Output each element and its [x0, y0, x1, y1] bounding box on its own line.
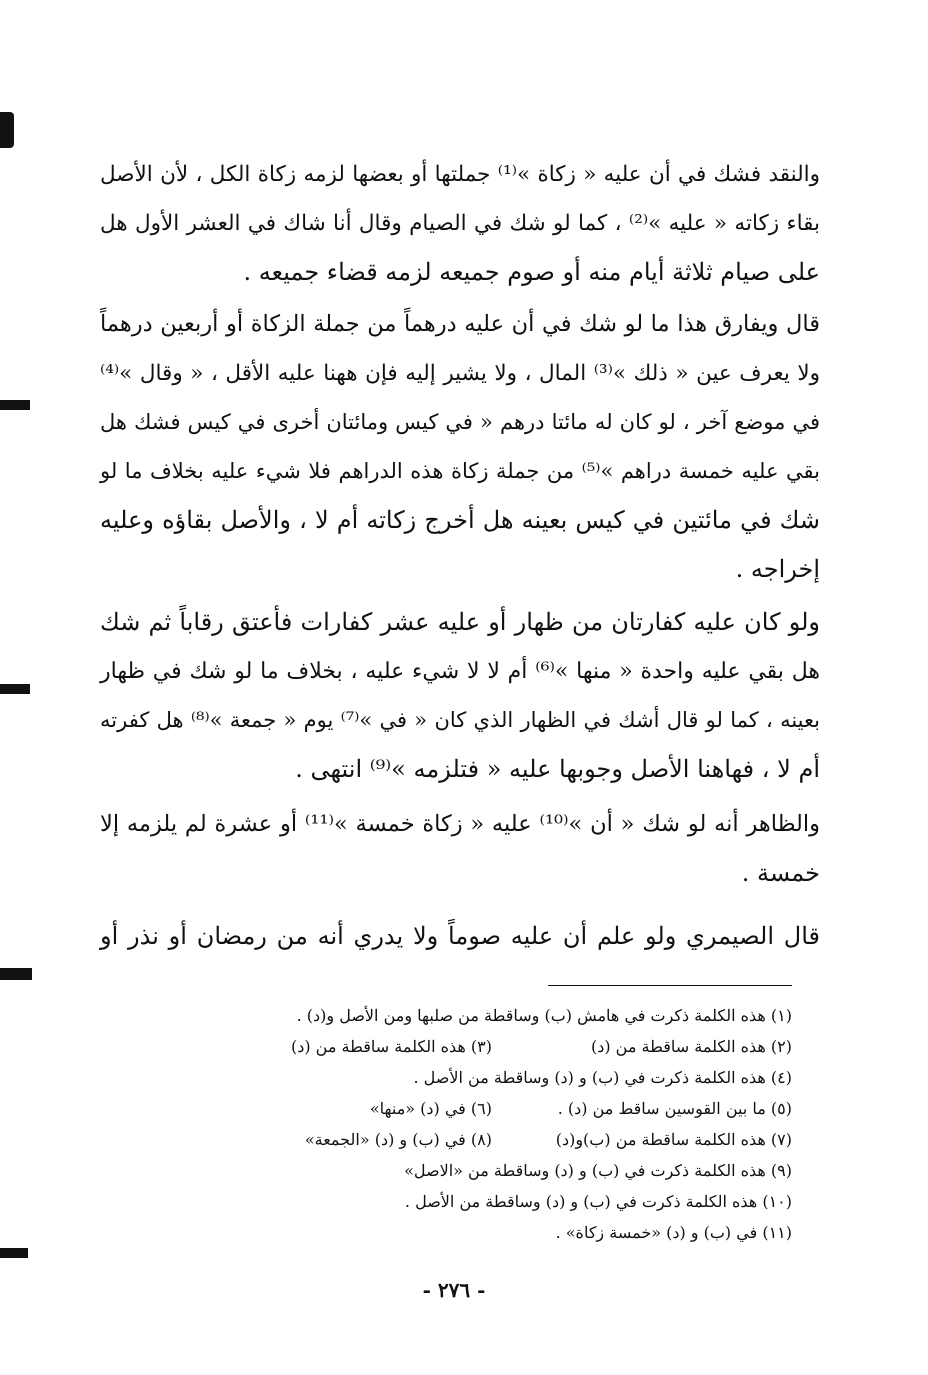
text-line: بقاء زكاته « عليه »⁽²⁾ ، كما لو شك في الصيام وقال أنا شاك في العشر الأول هل	[100, 211, 820, 236]
footnote-row	[230, 1093, 792, 1124]
footnote-11: (١١) في (ب) و (د) «خمسة زكاة» .	[555, 1223, 792, 1242]
paragraph-5	[100, 912, 820, 961]
footnote-divider	[548, 985, 792, 986]
text-line: ولو كان عليه كفارتان من ظهار أو عليه عشر كفارات فأعتق رقاباً ثم شك	[100, 608, 820, 636]
footnote-row	[230, 1155, 792, 1186]
text-line: في موضع آخر ، لو كان له مائتا درهم « في كيس ومائتان أخرى في كيس فشك هل	[100, 410, 820, 434]
footnote-row	[230, 1031, 792, 1062]
paragraph-2	[100, 300, 820, 594]
paragraph-1	[100, 150, 820, 297]
footnote-8: (٨) في (ب) و (د) «الجمعة»	[304, 1130, 492, 1149]
scan-edge-mark	[0, 112, 14, 148]
text-line: قال الصيمري ولو علم أن عليه صوماً ولا يدري أنه من رمضان أو نذر أو	[100, 922, 820, 950]
footnote-9: (٩) هذه الكلمة ذكرت في (ب) و (د) وساقطة من «الاصل»	[404, 1161, 792, 1180]
footnote-2: (٢) هذه الكلمة ساقطة من (د)	[590, 1037, 792, 1056]
footnote-3: (٣) هذه الكلمة ساقطة من (د)	[290, 1037, 492, 1056]
footnote-10: (١٠) هذه الكلمة ذكرت في (ب) و (د) وساقطة من الأصل .	[404, 1192, 792, 1211]
footnote-7: (٧) هذه الكلمة ساقطة من (ب)و(د)	[555, 1130, 792, 1149]
footnote-row	[230, 1062, 792, 1093]
scan-edge-mark	[0, 684, 30, 694]
text-line: خمسة .	[741, 859, 820, 887]
text-line: قال ويفارق هذا ما لو شك في أن عليه درهماً من جملة الزكاة أو أربعين درهماً	[100, 311, 820, 337]
text-line: ولا يعرف عين « ذلك »⁽³⁾ المال ، ولا يشير إليه فإن ههنا عليه الأقل ، « وقال »⁽⁴⁾	[100, 361, 820, 386]
paragraph-4	[100, 800, 820, 898]
footnote-6: (٦) في (د) «منها»	[369, 1099, 492, 1118]
page-number: - ٢٧٦ -	[422, 1278, 486, 1302]
scan-edge-mark	[0, 400, 30, 410]
text-line: إخراجه .	[735, 555, 820, 583]
text-line: شك في مائتين في كيس بعينه هل أخرج زكاته أم لا ، والأصل بقاؤه وعليه	[100, 506, 820, 534]
text-line: والظاهر أنه لو شك « أن »⁽¹⁰⁾ عليه « زكاة خمسة »⁽¹¹⁾ أو عشرة لم يلزمه إلا	[100, 811, 821, 837]
footnote-1: (١) هذه الكلمة ذكرت في هامش (ب) وساقطة من صلبها ومن الأصل و(د) .	[296, 1006, 792, 1025]
scan-edge-mark	[0, 1248, 28, 1258]
text-line: بعينه ، كما لو قال أشك في الظهار الذي كان « في »⁽⁷⁾ يوم « جمعة »⁽⁸⁾ هل كفرته	[100, 708, 820, 732]
footnote-5: (٥) ما بين القوسين ساقط من (د) .	[557, 1099, 792, 1118]
footnotes	[230, 1000, 792, 1248]
footnote-row	[230, 1000, 792, 1031]
footnote-row	[230, 1217, 792, 1248]
footnote-row	[230, 1186, 792, 1217]
text-line: بقي عليه خمسة دراهم »⁽⁵⁾ من جملة زكاة هذه الدراهم فلا شيء عليه بخلاف ما لو	[100, 459, 821, 483]
text-line: هل بقي عليه واحدة « منها »⁽⁶⁾ أم لا لا شيء عليه ، بخلاف ما لو شك في ظهار	[100, 659, 821, 684]
paragraph-3	[100, 598, 820, 794]
scan-edge-mark	[0, 968, 32, 980]
footnote-4: (٤) هذه الكلمة ذكرت في (ب) و (د) وساقطة من الأصل .	[413, 1068, 792, 1087]
text-line: أم لا ، فهاهنا الأصل وجوبها عليه « فتلزمه »⁽⁹⁾ انتهى .	[295, 755, 820, 783]
text-line: والنقد فشك في أن عليه « زكاة »⁽¹⁾ جملتها أو بعضها لزمه زكاة الكل ، لأن الأصل	[100, 162, 820, 187]
text-line: على صيام ثلاثة أيام منه أو صوم جميعه لزمه قضاء جميعه .	[243, 258, 820, 286]
footnote-row	[230, 1124, 792, 1155]
